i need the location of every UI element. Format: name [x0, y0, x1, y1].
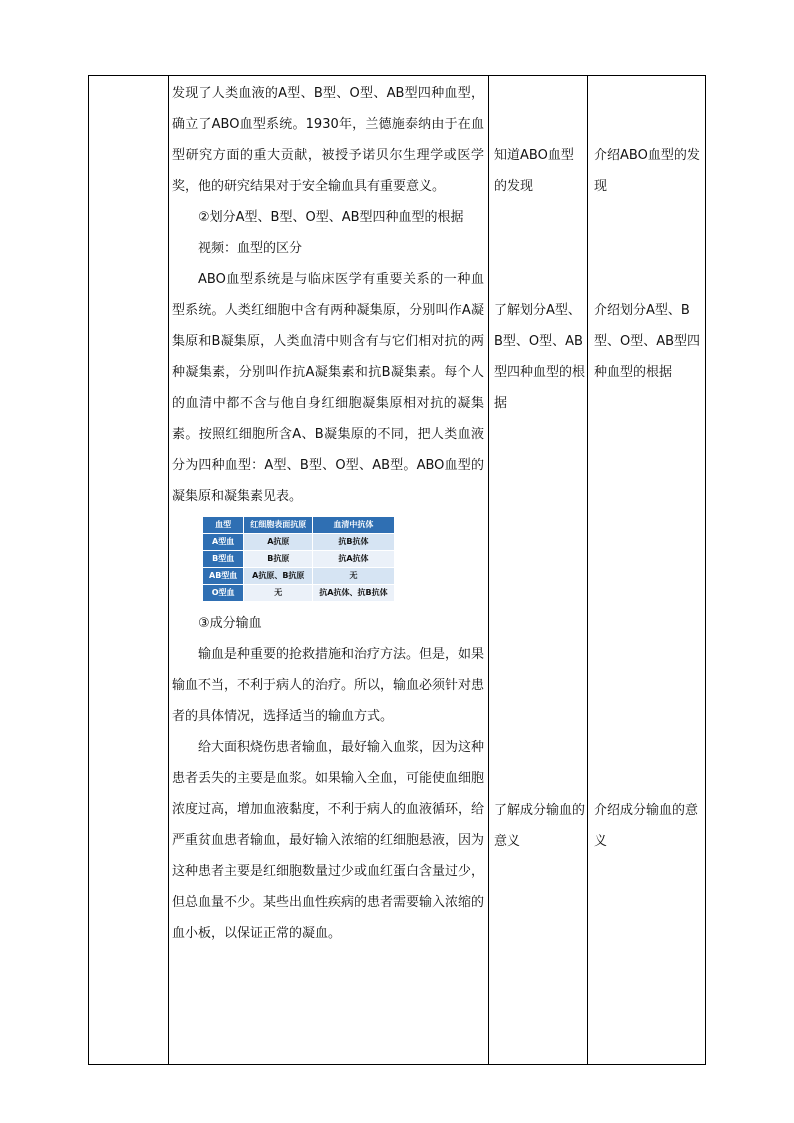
goal-3: 了解成分输血的意义 [494, 803, 586, 849]
table-cell: B型血 [203, 551, 244, 568]
goal-2: 了解划分A型、B型、O型、AB型四种血型的根据 [494, 303, 586, 411]
table-row [203, 534, 395, 551]
table-cell: A抗原 [244, 534, 313, 551]
table-cell: 抗A抗体 [313, 551, 394, 568]
paragraph-abo-discovery: 发现了人类血液的A型、B型、O型、AB型四种血型，确立了ABO血型系统。1930年，兰德施泰纳由于在血型研究方面的重大贡献，被授予诺贝尔生理学或医学奖，他的研究结果对于安全输血具有重要意义。 [172, 86, 484, 194]
table-header-row [203, 517, 395, 534]
heading-component-transfusion: ③成分输血 [198, 616, 262, 631]
paragraph-abo-system: ABO血型系统是与临床医学有重要关系的一种血型系统。人类红细胞中含有两种凝集原，分别叫作A凝集原和B凝集原，人类血清中则含有与它们相对抗的两种凝集素，分别叫作抗A凝集素和抗B凝集素。每个人的血清中都不含与他自身红细胞凝集原相对抗的凝集素。按照红细胞所含A、B凝集原的不同，把人类血液分为四种血型：A型、B型、O型、AB型。ABO血型的凝集原和凝集素见表。 [172, 272, 484, 504]
paragraph-transfusion-cases: 给大面积烧伤患者输血，最好输入血浆，因为这种患者丢失的主要是血浆。如果输入全血，可能使血细胞浓度过高，增加血液黏度，不利于病人的血液循环，给严重贫血患者输血，最好输入浓缩的红细胞悬液，因为这种患者主要是红细胞数量过少或血红蛋白含量过少，但总血量不少。某些出血性疾病的患者需要输入浓缩的血小板，以保证正常的凝血。 [172, 740, 485, 941]
column-divider-3 [587, 76, 588, 1064]
table-header-cell: 血清中抗体 [313, 517, 394, 534]
video-label: 视频：血型的区分 [198, 241, 303, 256]
table-cell: A抗原、B抗原 [244, 568, 313, 585]
activity-2: 介绍划分A型、B型、O型、AB型四种血型的根据 [594, 303, 701, 380]
table-header-cell: 血型 [203, 517, 244, 534]
activity-1: 介绍ABO血型的发现 [594, 148, 700, 194]
table-row [203, 568, 395, 585]
table-cell: 抗A抗体、抗B抗体 [313, 585, 394, 602]
heading-blood-type-basis: ②划分A型、B型、O型、AB型四种血型的根据 [198, 210, 464, 225]
table-cell: 无 [244, 585, 313, 602]
table-cell: A型血 [203, 534, 244, 551]
table-cell: AB型血 [203, 568, 244, 585]
table-row [203, 551, 395, 568]
table-header-cell: 红细胞表面抗原 [244, 517, 313, 534]
column-divider-2 [488, 76, 489, 1064]
table-cell: B抗原 [244, 551, 313, 568]
activity-3: 介绍成分输血的意义 [594, 803, 699, 849]
column-divider-1 [168, 76, 169, 1064]
table-row [203, 585, 395, 602]
table-cell: 无 [313, 568, 394, 585]
paragraph-transfusion-intro: 输血是种重要的抢救措施和治疗方法。但是，如果输血不当，不利于病人的治疗。所以，输血必须针对患者的具体情况，选择适当的输血方式。 [172, 647, 485, 724]
table-cell: 抗B抗体 [313, 534, 394, 551]
goal-1: 知道ABO血型的发现 [494, 148, 574, 194]
teaching-content [172, 78, 484, 949]
table-cell: O型血 [203, 585, 244, 602]
blood-type-table [202, 516, 395, 602]
